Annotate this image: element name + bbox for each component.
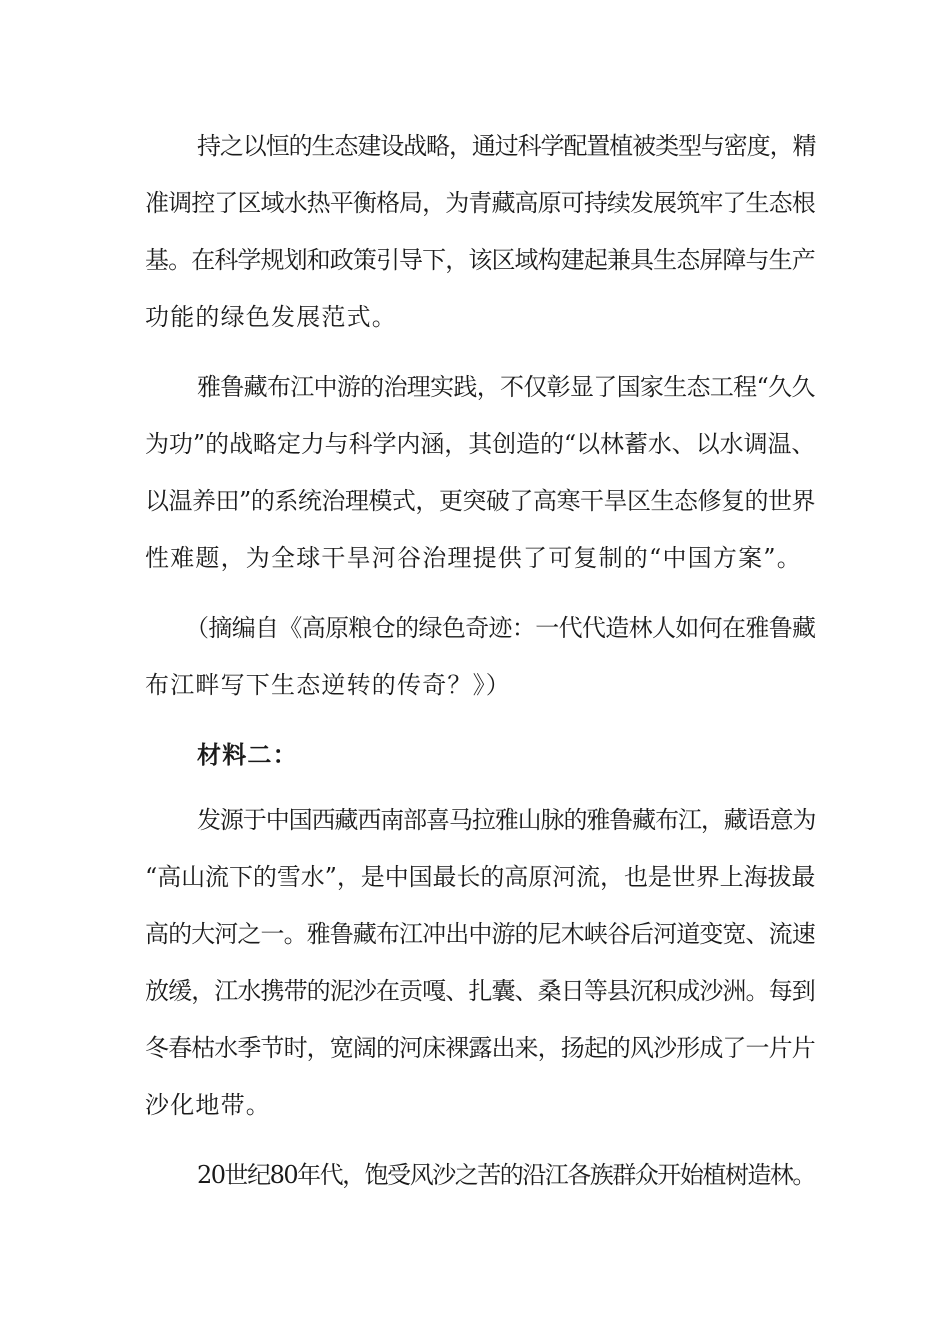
- paragraph-3-line-3: 高的大河之一。雅鲁藏布江冲出中游的尼木峡谷后河道变宽、流速: [145, 920, 815, 948]
- paragraph-1-line-3: 基。在科学规划和政策引导下，该区域构建起兼具生态屏障与生产: [145, 246, 815, 274]
- paragraph-2-line-1: 雅鲁藏布江中游的治理实践，不仅彰显了国家生态工程“久久: [197, 373, 815, 401]
- paragraph-1-line-1: 持之以恒的生态建设战略，通过科学配置植被类型与密度，精: [197, 132, 816, 160]
- paragraph-2-line-4: 性难题，为全球干旱河谷治理提供了可复制的“中国方案”。: [145, 544, 802, 572]
- section-heading: 材料二：: [197, 740, 298, 769]
- paragraph-3-line-6: 沙化地带。: [145, 1091, 271, 1119]
- paragraph-3-line-4: 放缓，江水携带的泥沙在贡嘎、扎囊、桑日等县沉积成沙洲。每到: [145, 977, 815, 1005]
- paragraph-2-line-2: 为功”的战略定力与科学内涵，其创造的“以林蓄水、以水调温、: [145, 430, 816, 458]
- paragraph-3-line-1: 发源于中国西藏西南部喜马拉雅山脉的雅鲁藏布江，藏语意为: [197, 806, 816, 834]
- paragraph-2-line-3: 以温养田”的系统治理模式，更突破了高寒干旱区生态修复的世界: [145, 487, 816, 515]
- source-citation-line-2: 布江畔写下生态逆转的传奇？》）: [145, 671, 511, 699]
- source-citation-line-1: （摘编自《高原粮仓的绿色奇迹：一代代造林人如何在雅鲁藏: [185, 614, 816, 642]
- paragraph-1-line-2: 准调控了区域水热平衡格局，为青藏高原可持续发展筑牢了生态根: [145, 189, 815, 217]
- paragraph-1-line-4: 功能的绿色发展范式。: [145, 303, 397, 331]
- paragraph-4-line-1: 20世纪80年代，饱受风沙之苦的沿江各族群众开始植树造林。: [197, 1161, 815, 1189]
- paragraph-3-line-2: “高山流下的雪水”，是中国最长的高原河流，也是世界上海拔最: [145, 863, 816, 891]
- paragraph-3-line-5: 冬春枯水季节时，宽阔的河床裸露出来，扬起的风沙形成了一片片: [145, 1034, 815, 1062]
